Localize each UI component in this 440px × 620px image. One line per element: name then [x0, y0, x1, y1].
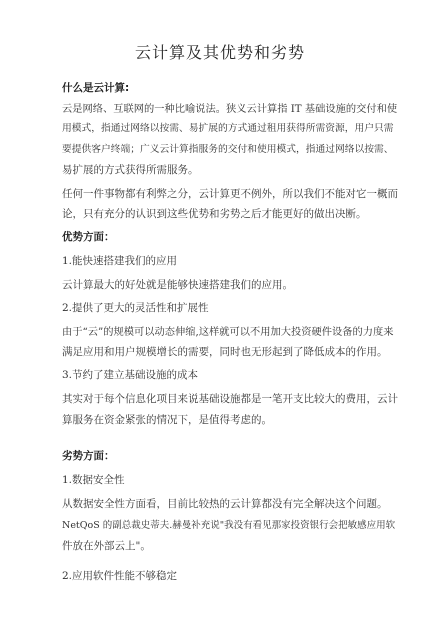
paragraph-line: 云是网络、互联网的一种比喻说法。狭义云计算指 IT 基础设施的交付和使 [62, 103, 398, 115]
section-heading-what: 什么是云计算: [62, 82, 130, 94]
paragraph-line: 易扩展的方式获得所需服务。 [62, 164, 199, 176]
advantage-1-text: 云计算最大的好处就是能够快速搭建我们的应用。 [62, 279, 293, 291]
paragraph-line: 要提供客户终端；广义云计算指服务的交付和使用模式，指通过网络以按需、 [62, 144, 394, 155]
section-heading-disadvantages: 劣势方面： [62, 450, 115, 462]
disadvantage-2-title: 2.应用软件性能不够稳定 [62, 570, 178, 582]
advantage-3-title: 3.节约了建立基础设施的成本 [62, 369, 199, 381]
paragraph-line: 从数据安全性方面看，目前比较热的云计算都没有完全解决这个问题。 [62, 498, 388, 510]
paragraph-line: NetQoS 的副总裁史蒂夫.赫曼补充说"我没有看见那家投资银行会把敏感应用软 [62, 520, 396, 531]
advantage-1-title: 1.能快速搭建我们的应用 [62, 255, 178, 267]
paragraph-line: 满足应用和用户规模增长的需要，同时也无形起到了降低成本的作用。 [62, 346, 388, 358]
paragraph-line: 任何一件事物都有利弊之分，云计算更不例外，所以我们不能对它一概而 [62, 188, 398, 200]
section-heading-advantages: 优势方面： [62, 231, 115, 243]
page-title: 云计算及其优势和劣势 [134, 43, 305, 62]
paragraph-line: 件放在外部云上"。 [62, 540, 151, 552]
disadvantage-1-title: 1.数据安全性 [62, 474, 125, 486]
advantage-2-title: 2.提供了更大的灵活性和扩展性 [62, 302, 209, 314]
paragraph-line: 算服务在资金紧张的情况下，是值得考虑的。 [62, 414, 272, 426]
paragraph-line: 论，只有充分的认识到这些优势和劣势之后才能更好的做出决断。 [62, 208, 367, 220]
paragraph-line: 用模式，指通过网络以按需、易扩展的方式通过租用获得所需资源，用户只需 [62, 123, 394, 134]
paragraph-line: 由于“云”的规模可以动态伸缩,这样就可以不用加大投资硬件设备的力度来 [62, 326, 394, 338]
paragraph-line: 其实对于每个信息化项目来说基础设施都是一笔开支比较大的费用，云计 [62, 393, 398, 405]
